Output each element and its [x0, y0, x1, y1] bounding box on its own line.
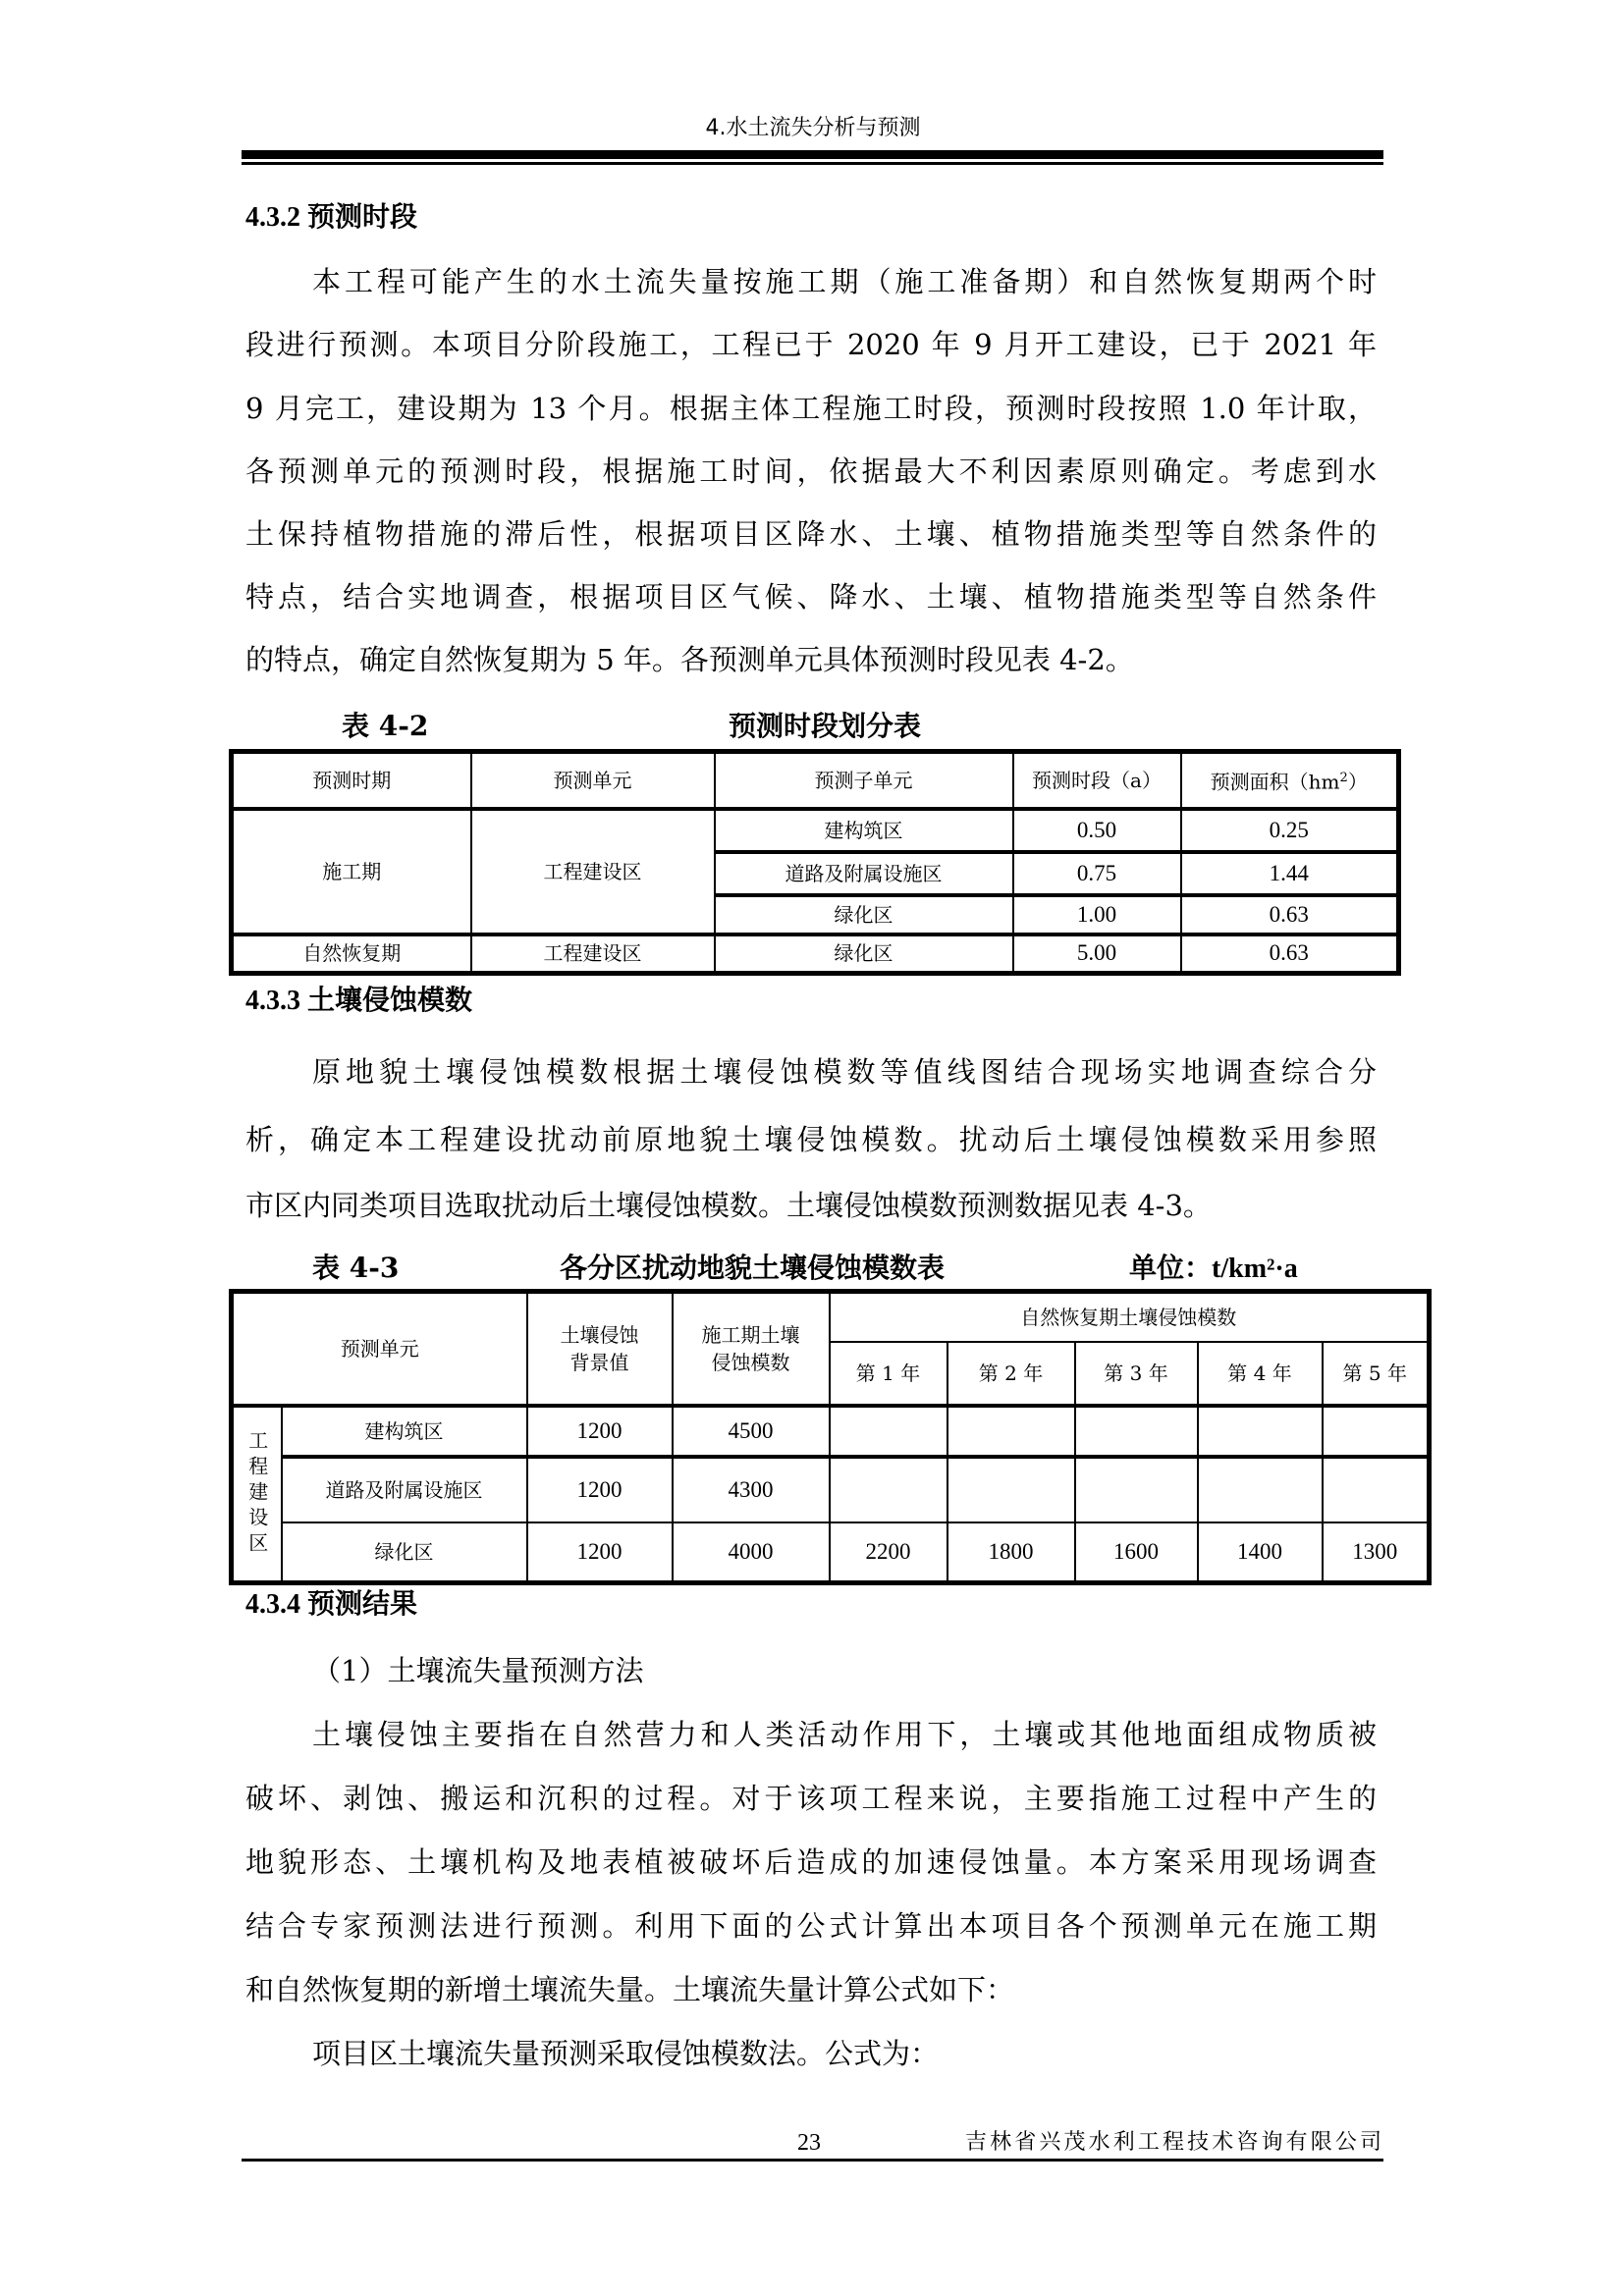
header-cell: 预测单元 [232, 1292, 527, 1406]
table-row [232, 1406, 1430, 1457]
header-cell: 预测时期 [232, 752, 471, 809]
paragraph-line: 结合专家预测法进行预测。利用下面的公式计算出本项目各个预测单元在施工期 [245, 1909, 1377, 1943]
year-cell [1198, 1457, 1323, 1522]
superscript: 2 [1339, 770, 1348, 785]
running-header: 4.水土流失分析与预测 [705, 116, 921, 140]
year-cell [1323, 1406, 1430, 1457]
paragraph-line: 9 月完工，建设期为 13 个月。根据主体工程施工时段，预测时段按照 1.0 年计取， [245, 392, 1377, 425]
header-text: 土壤侵蚀 [560, 1322, 639, 1347]
section-heading-4-3-4: 4.3.4 预测结果 [245, 1589, 418, 1620]
footer-company: 吉林省兴茂水利工程技术咨询有限公司 [965, 2130, 1381, 2155]
paragraph-line: 土壤侵蚀主要指在自然营力和人类活动作用下，土壤或其他地面组成物质被 [312, 1718, 1377, 1751]
table-4-3-unit [1129, 1251, 1298, 1287]
group-cell: 工程建设区 [232, 1406, 282, 1583]
table-4-2-label: 表 4-2 [342, 710, 429, 742]
year-cell [1075, 1406, 1198, 1457]
year-cell [947, 1406, 1075, 1457]
name-cell: 建构筑区 [282, 1406, 527, 1457]
header-text: 施工期土壤 [701, 1322, 800, 1347]
duration-cell: 1.00 [1013, 895, 1181, 934]
paragraph-line: 地貌形态、土壤机构及地表植被破坏后造成的加速侵蚀量。本方案采用现场调查 [245, 1845, 1377, 1879]
header-rule-thin [242, 162, 1383, 165]
year-cell: 1800 [947, 1522, 1075, 1583]
formula-intro: 项目区土壤流失量预测采取侵蚀模数法。公式为： [312, 2037, 940, 2070]
paragraph-line: 市区内同类项目选取扰动后土壤侵蚀模数。土壤侵蚀模数预测数据见表 4-3。 [245, 1189, 1212, 1222]
table-4-3-title: 各分区扰动地貌土壤侵蚀模数表 [560, 1252, 946, 1284]
period-cell: 自然恢复期 [232, 934, 471, 974]
subheading: （1）土壤流失量预测方法 [312, 1654, 644, 1687]
unit-cell: 工程建设区 [471, 934, 715, 974]
section-heading-4-3-3: 4.3.3 土壤侵蚀模数 [245, 986, 473, 1016]
table-4-3-label: 表 4-3 [312, 1252, 400, 1284]
header-text: ） [1347, 770, 1368, 794]
year-header-cell: 第 4 年 [1198, 1342, 1323, 1406]
area-cell: 0.63 [1181, 895, 1399, 934]
table-row [232, 809, 1399, 852]
paragraph-line: 析，确定本工程建设扰动前原地貌土壤侵蚀模数。扰动后土壤侵蚀模数采用参照 [245, 1123, 1377, 1156]
page-number: 23 [797, 2130, 821, 2156]
paragraph-line: 段进行预测。本项目分阶段施工，工程已于 2020 年 9 月开工建设，已于 2021 年 [245, 328, 1377, 361]
header-cell: 预测时段（a） [1013, 752, 1181, 809]
subunit-cell: 道路及附属设施区 [715, 852, 1013, 895]
paragraph-line: 特点，结合实地调查，根据项目区气候、降水、土壤、植物措施类型等自然条件 [245, 580, 1377, 614]
area-cell: 1.44 [1181, 852, 1399, 895]
year-cell: 1600 [1075, 1522, 1198, 1583]
paragraph-line: 本工程可能产生的水土流失量按施工期（施工准备期）和自然恢复期两个时 [312, 265, 1377, 298]
background-cell: 1200 [527, 1406, 673, 1457]
header-cell [1181, 752, 1399, 809]
period-cell: 施工期 [232, 809, 471, 934]
footer-rule [242, 2159, 1383, 2162]
paragraph-line: 的特点，确定自然恢复期为 5 年。各预测单元具体预测时段见表 4-2。 [245, 643, 1134, 676]
year-cell: 2200 [830, 1522, 947, 1583]
table-4-2-title: 预测时段划分表 [729, 710, 922, 742]
year-cell [1075, 1457, 1198, 1522]
year-cell [830, 1406, 947, 1457]
year-cell [1198, 1406, 1323, 1457]
paragraph-line: 破坏、剥蚀、搬运和沉积的过程。对于该项工程来说，主要指施工过程中产生的 [245, 1782, 1377, 1815]
table-4-2 [229, 749, 1401, 976]
year-header-cell: 第 2 年 [947, 1342, 1075, 1406]
table-row [232, 1457, 1430, 1522]
table-row [232, 1522, 1430, 1583]
header-rule-thick [242, 150, 1383, 159]
unit-value: t/km²·a [1212, 1254, 1298, 1284]
year-cell [947, 1457, 1075, 1522]
year-header-cell: 第 3 年 [1075, 1342, 1198, 1406]
paragraph-line: 和自然恢复期的新增土壤流失量。土壤流失量计算公式如下： [245, 1973, 1015, 2006]
duration-cell: 5.00 [1013, 934, 1181, 974]
paragraph-line: 土保持植物措施的滞后性，根据项目区降水、土壤、植物措施类型等自然条件的 [245, 517, 1377, 551]
header-cell [527, 1292, 673, 1406]
construction-cell: 4000 [673, 1522, 830, 1583]
name-cell: 道路及附属设施区 [282, 1457, 527, 1522]
header-cell [673, 1292, 830, 1406]
table-4-3 [229, 1289, 1432, 1585]
name-cell: 绿化区 [282, 1522, 527, 1583]
area-cell: 0.25 [1181, 809, 1399, 852]
unit-label: 单位： [1129, 1252, 1213, 1284]
header-cell: 自然恢复期土壤侵蚀模数 [830, 1292, 1430, 1342]
header-text: 预测面积（hm [1210, 770, 1340, 794]
construction-cell: 4500 [673, 1406, 830, 1457]
header-cell: 预测单元 [471, 752, 715, 809]
year-cell [1323, 1457, 1430, 1522]
year-header-cell: 第 1 年 [830, 1342, 947, 1406]
subunit-cell: 绿化区 [715, 895, 1013, 934]
table-header-row [232, 752, 1399, 809]
year-cell: 1400 [1198, 1522, 1323, 1583]
header-text: 背景值 [569, 1350, 629, 1374]
duration-cell: 0.75 [1013, 852, 1181, 895]
year-header-cell: 第 5 年 [1323, 1342, 1430, 1406]
paragraph-line: 原地貌土壤侵蚀模数根据土壤侵蚀模数等值线图结合现场实地调查综合分 [312, 1055, 1377, 1089]
subunit-cell: 绿化区 [715, 934, 1013, 974]
year-cell: 1300 [1323, 1522, 1430, 1583]
paragraph-line: 各预测单元的预测时段，根据施工时间，依据最大不利因素原则确定。考虑到水 [245, 454, 1377, 488]
duration-cell: 0.50 [1013, 809, 1181, 852]
header-text: 侵蚀模数 [711, 1350, 790, 1374]
table-row [232, 934, 1399, 974]
table-header-row [232, 1292, 1430, 1342]
subunit-cell: 建构筑区 [715, 809, 1013, 852]
background-cell: 1200 [527, 1522, 673, 1583]
section-heading-4-3-2: 4.3.2 预测时段 [245, 202, 418, 233]
area-cell: 0.63 [1181, 934, 1399, 974]
unit-cell: 工程建设区 [471, 809, 715, 934]
construction-cell: 4300 [673, 1457, 830, 1522]
year-cell [830, 1457, 947, 1522]
header-cell: 预测子单元 [715, 752, 1013, 809]
background-cell: 1200 [527, 1457, 673, 1522]
